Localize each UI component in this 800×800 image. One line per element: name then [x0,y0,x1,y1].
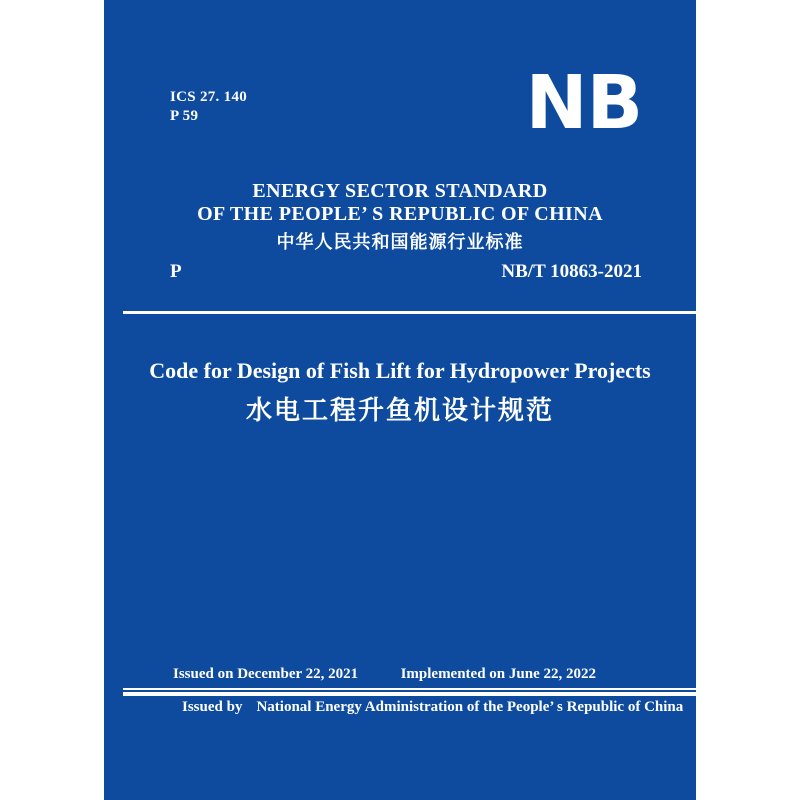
class-code: P 59 [170,108,199,124]
standard-heading-chinese: 中华人民共和国能源行业标准 [276,232,524,252]
standard-heading-line2: OF THE PEOPLE’ S REPUBLIC OF CHINA [197,203,603,225]
issued-date: Issued on December 22, 2021 [173,666,359,682]
horizontal-rule-top [123,311,696,314]
ics-classification-block [170,88,247,126]
standard-heading-english [104,180,696,226]
category-letter: P [170,261,182,282]
standard-number-row [170,261,642,283]
standard-cover [104,0,696,800]
nb-logo: NB [525,60,642,146]
dates-row [173,666,596,683]
ics-code: ICS 27. 140 [170,89,248,105]
issued-by-row [182,699,683,716]
document-title-english: Code for Design of Fish Lift for Hydropower Projects [149,358,651,383]
issued-by-label: Issued by [182,699,243,715]
standard-heading-line1: ENERGY SECTOR STANDARD [252,180,548,202]
implemented-date: Implemented on June 22, 2022 [400,666,596,682]
issued-by-value: National Energy Administration of the People’ s Republic of China [256,699,684,715]
standard-number: NB/T 10863-2021 [501,261,642,282]
document-title-chinese: 水电工程升鱼机设计规范 [245,396,554,425]
horizontal-rule-double [123,688,696,692]
